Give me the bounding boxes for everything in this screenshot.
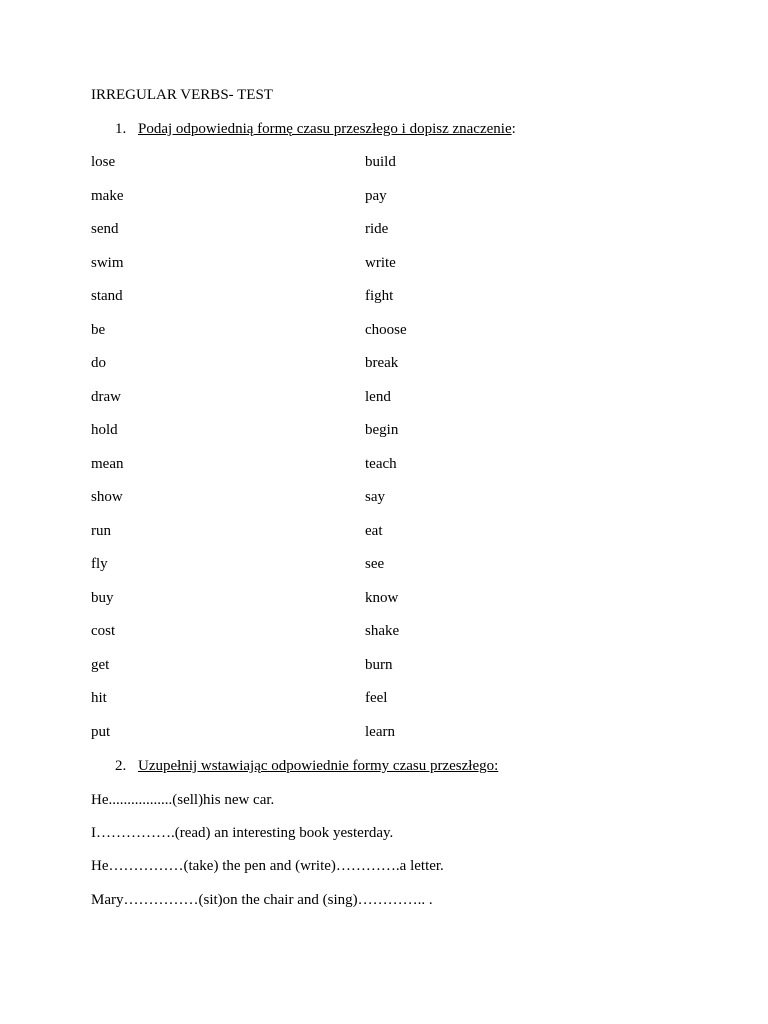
verb-left-item: stand <box>91 288 123 304</box>
verb-left-item: mean <box>91 455 124 472</box>
verb-left-item: cost <box>91 623 116 639</box>
verb-left-item: buy <box>91 589 114 606</box>
verb-left-item: make <box>91 187 124 204</box>
verb-left-item: be <box>91 321 106 338</box>
verb-left-item: get <box>91 656 110 673</box>
verb-right-item: fight <box>365 288 394 304</box>
verb-right-item: begin <box>365 422 399 438</box>
section-2-instruction: Uzupełnij wstawiając odpowiednie formy czasu przeszłego: <box>138 758 499 774</box>
section-1-instruction <box>138 120 516 138</box>
document-title: IRREGULAR VERBS- TEST <box>91 87 273 103</box>
verb-left-item: lose <box>91 154 116 170</box>
verb-left-item: show <box>91 489 123 505</box>
verb-left-item: hit <box>91 690 107 706</box>
exercise-sentence: He……………(take) the pen and (write)………….a letter. <box>91 858 444 874</box>
verb-right-item: ride <box>365 221 389 237</box>
section-2-number: 2. <box>115 758 127 774</box>
section-1-instruction-text: Podaj odpowiednią formę czasu przeszłego i dopisz znaczenie <box>138 121 512 137</box>
verb-left-item: send <box>91 221 119 237</box>
verb-right-item: burn <box>365 656 393 673</box>
verb-right-item: lend <box>365 388 391 405</box>
verb-right-item: learn <box>365 723 395 740</box>
verb-left-item: fly <box>91 556 108 572</box>
verb-right-item: know <box>365 589 399 606</box>
verb-right-item: pay <box>365 187 387 204</box>
verb-right-item: build <box>365 154 396 170</box>
verb-right-item: shake <box>365 623 400 639</box>
exercise-sentence: He.................(sell)his new car. <box>91 792 275 808</box>
verb-right-item: choose <box>365 321 407 338</box>
verb-left-item: put <box>91 723 111 740</box>
verb-right-item: say <box>365 489 385 505</box>
verb-left-item: do <box>91 355 106 371</box>
verb-left-item: swim <box>91 254 124 271</box>
verb-left-item: run <box>91 522 111 539</box>
exercise-sentence: Mary……………(sit)on the chair and (sing)………….. . <box>91 892 433 908</box>
verb-left-item: hold <box>91 422 118 438</box>
verb-right-item: eat <box>365 522 383 539</box>
verb-right-item: write <box>365 254 396 271</box>
section-1-number: 1. <box>115 121 127 137</box>
verb-left-item: draw <box>91 388 121 405</box>
verb-right-item: see <box>365 556 385 572</box>
verb-right-item: break <box>365 355 399 371</box>
exercise-sentence: I…………….(read) an interesting book yesterday. <box>91 825 394 841</box>
verb-right-item: feel <box>365 690 388 706</box>
verb-right-item: teach <box>365 455 397 472</box>
section-1-colon: : <box>511 121 516 137</box>
